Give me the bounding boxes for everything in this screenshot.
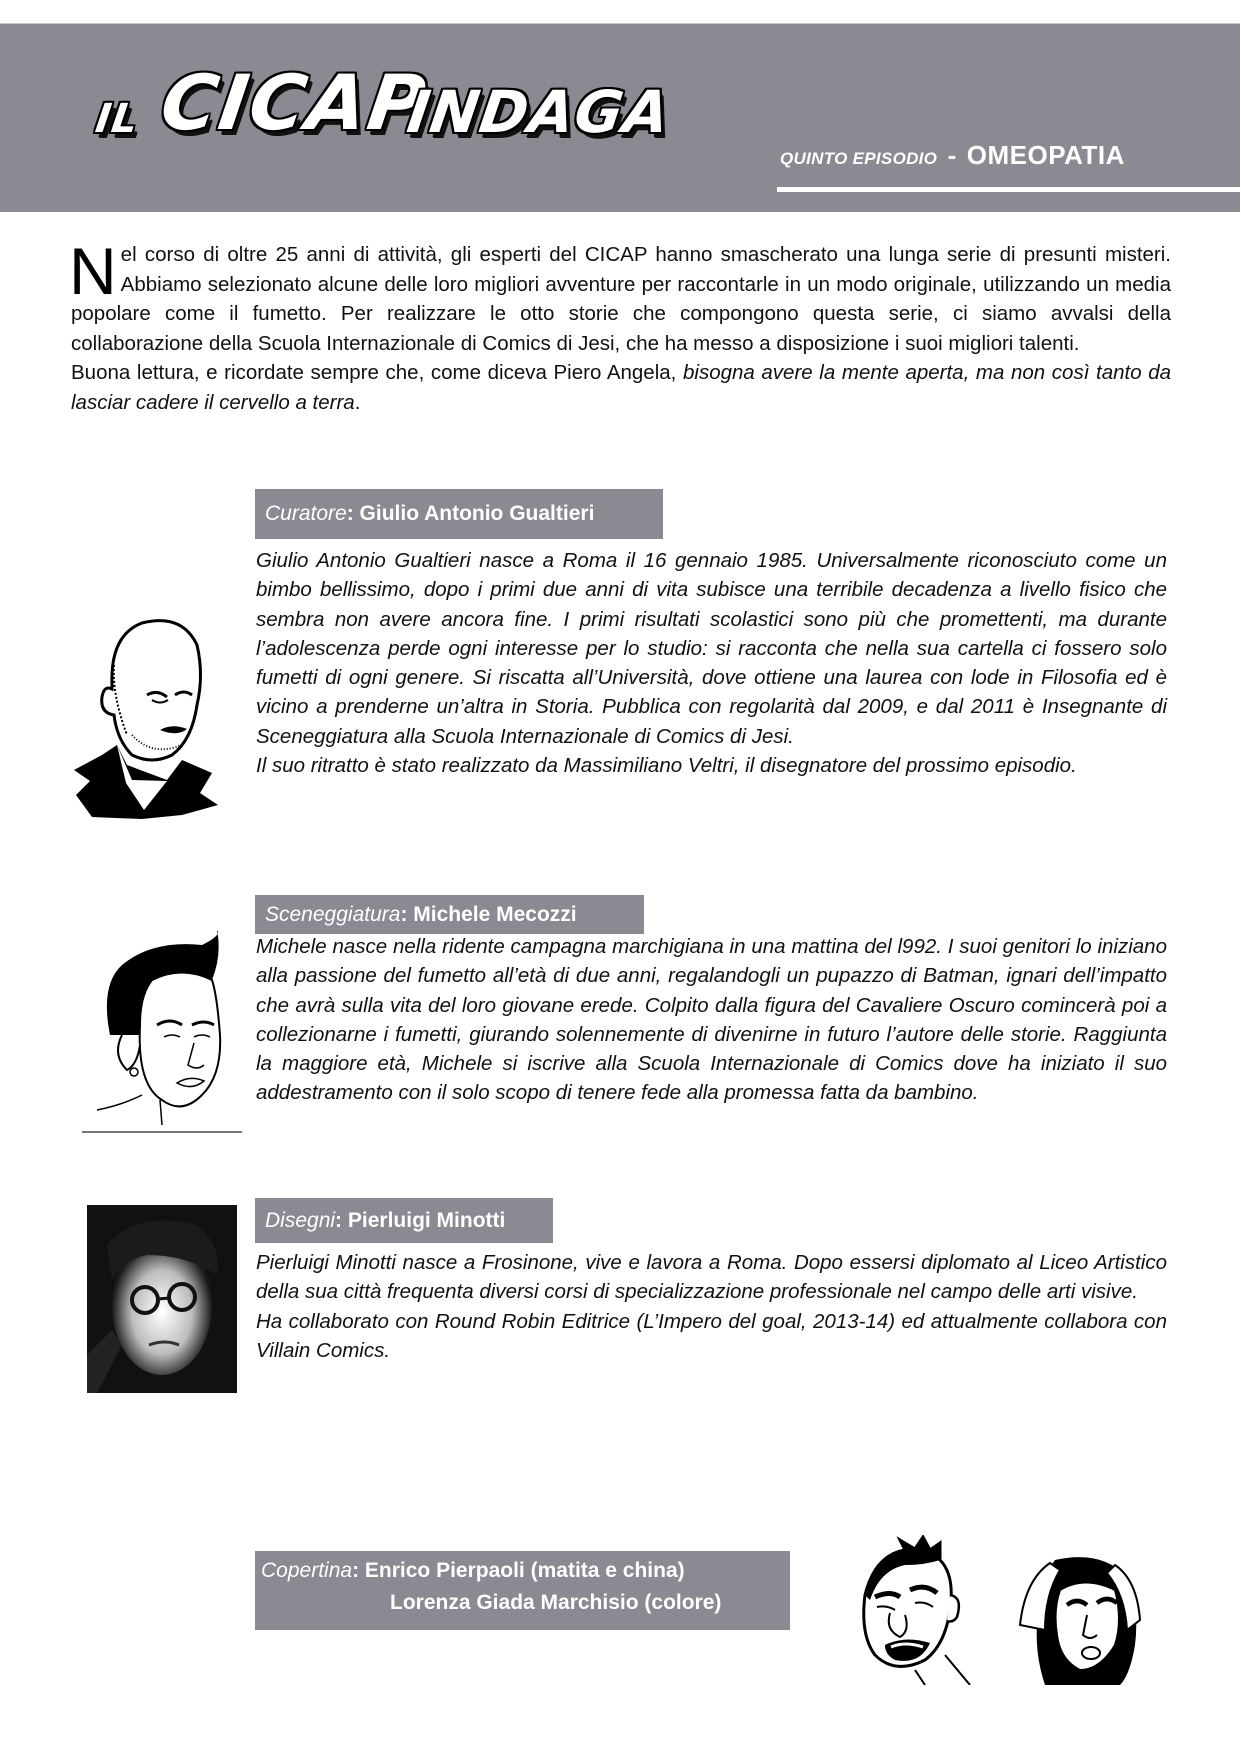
artist-bio: Pierluigi Minotti nasce a Frosinone, vive e lavora a Roma. Dopo essersi diplomato al Liceo Artistico della sua città frequenta diversi corsi di specializzazione professionale nel campo delle arti visive. Ha collaborato con Round Robin Editrice (L’Impero del goal, 2013-14) ed attualmente collabora con Villain Comics. bbox=[256, 1251, 1167, 1362]
episode-underline bbox=[777, 187, 1241, 192]
intro-paragraph-2: Buona lettura, e ricordate sempre che, come diceva Piero Angela, bisogna avere la mente aperta, ma non così tanto da lasciar cadere il cervello a terra. bbox=[71, 361, 1172, 414]
intro-text bbox=[69, 234, 1172, 417]
credit-name: Pierluigi Minotti bbox=[347, 1208, 506, 1232]
credit-name: Giulio Antonio Gualtieri bbox=[359, 502, 595, 525]
intro-paragraph-1: Nel corso di oltre 25 anni di attività, gli esperti del CICAP hanno smascherato una lunga serie di presunti misteri. Abbiamo selezionato alcune delle loro migliori avventure per raccontarle in un modo originale, utilizzando un media popolare come il fumetto. Per realizzare le otto storie che compongono questa serie, ci siamo avvalsi della collaborazione della Scuola Internazionale di Comics di Jesi, che ha messo a disposizione i suoi migliori talenti. bbox=[69, 234, 1171, 355]
writer-bio: Michele nasce nella ridente campagna marchigiana in una mattina del l992. I suoi genitori lo iniziano alla passione del fumetto all’età di due anni, regalandogli un pupazzo di Batman, ignari dell’impatto che avrà sulla vita del loro giovane erede. Colpito dalla figura del Cavaliere Oscuro comincerà poi a collezionarne i fumetti, giurando solennemente di divenirne in futuro l’autore delle storie. Raggiunta la maggiore età, Michele si iscrive alla Scuola Internazionale di Comics dove ha iniziato il suo addestramento con il solo scopo di tenere fede alla promessa fatta da bambino. bbox=[256, 935, 1167, 1105]
cover-role: Copertina bbox=[261, 1559, 353, 1582]
credit-role: Curatore bbox=[265, 502, 347, 525]
writer-portrait-icon bbox=[82, 925, 242, 1135]
artist-portrait-icon bbox=[87, 1205, 237, 1393]
credit-name: Michele Mecozzi bbox=[413, 902, 577, 926]
episode-separator: - bbox=[947, 140, 957, 170]
credit-heading-sceneggiatura: Sceneggiatura : Michele Mecozzi bbox=[255, 895, 644, 934]
curator-portrait-icon bbox=[72, 605, 222, 825]
cover-credit-line-1: Copertina: Enrico Pierpaoli (matita e china) bbox=[261, 1559, 685, 1582]
credit-role: Disegni bbox=[265, 1208, 336, 1232]
logo-word-cicap: CICAP bbox=[155, 58, 433, 147]
logo-word-indaga: INDAGA bbox=[403, 78, 675, 146]
piero-angela-quote: bisogna avere la mente aperta, ma non così tanto da lasciar cadere il cervello a terra bbox=[71, 361, 1172, 414]
credit-heading-curatore: Curatore : Giulio Antonio Gualtieri bbox=[255, 489, 663, 539]
cover-artist-1: Enrico Pierpaoli (matita e china) bbox=[364, 1559, 685, 1582]
cover-credits bbox=[255, 1551, 790, 1630]
episode-title: OMEOPATIA bbox=[966, 140, 1125, 170]
episode-label: QUINTO EPISODIO bbox=[780, 149, 938, 168]
drop-cap: N bbox=[69, 234, 117, 308]
curator-bio: Giulio Antonio Gualtieri nasce a Roma il 16 gennaio 1985. Universalmente riconosciuto come un bimbo bellissimo, dopo i primi due anni di vita subisce una terribile decadenza a livello fisico che sembra non avere ancora fine. I primi risultati scolastici sono più che promettenti, ma durante l’adolescenza perde ogni interesse per lo studio: si racconta che nella sua cartella ci fossero solo fumetti di ogni genere. Si riscatta all’Università, dove ottiene una laurea con lode in Filosofia ed è vicino a prenderne un’altra in Storia. Pubblica con regolarità dal 2009, e dal 2011 è Insegnante di Sceneggiatura alla Scuola Internazionale di Comics di Jesi. Il suo ritratto è stato realizzato da Massimiliano Veltri, il disegnatore del prossimo episodio. bbox=[256, 549, 1167, 778]
distressed-faces-illustration-icon bbox=[845, 1535, 1145, 1685]
logo-word-il: IL bbox=[92, 96, 142, 142]
credit-role: Sceneggiatura bbox=[265, 902, 401, 926]
cover-artist-2: Lorenza Giada Marchisio (colore) bbox=[390, 1591, 722, 1614]
credit-heading-disegni: Disegni : Pierluigi Minotti bbox=[255, 1198, 553, 1243]
episode-heading bbox=[780, 140, 1125, 171]
